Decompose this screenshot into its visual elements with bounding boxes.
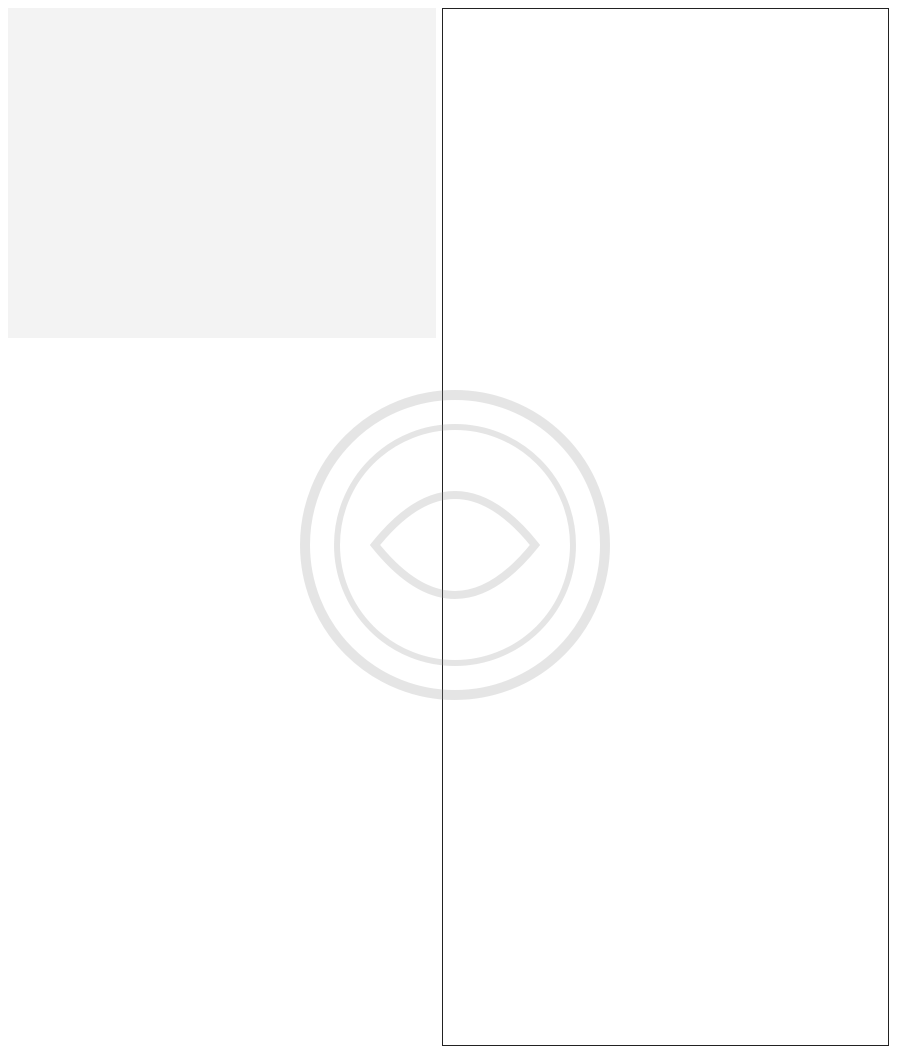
notice-continuation-column — [8, 8, 436, 338]
notice-main-column — [442, 8, 889, 1046]
